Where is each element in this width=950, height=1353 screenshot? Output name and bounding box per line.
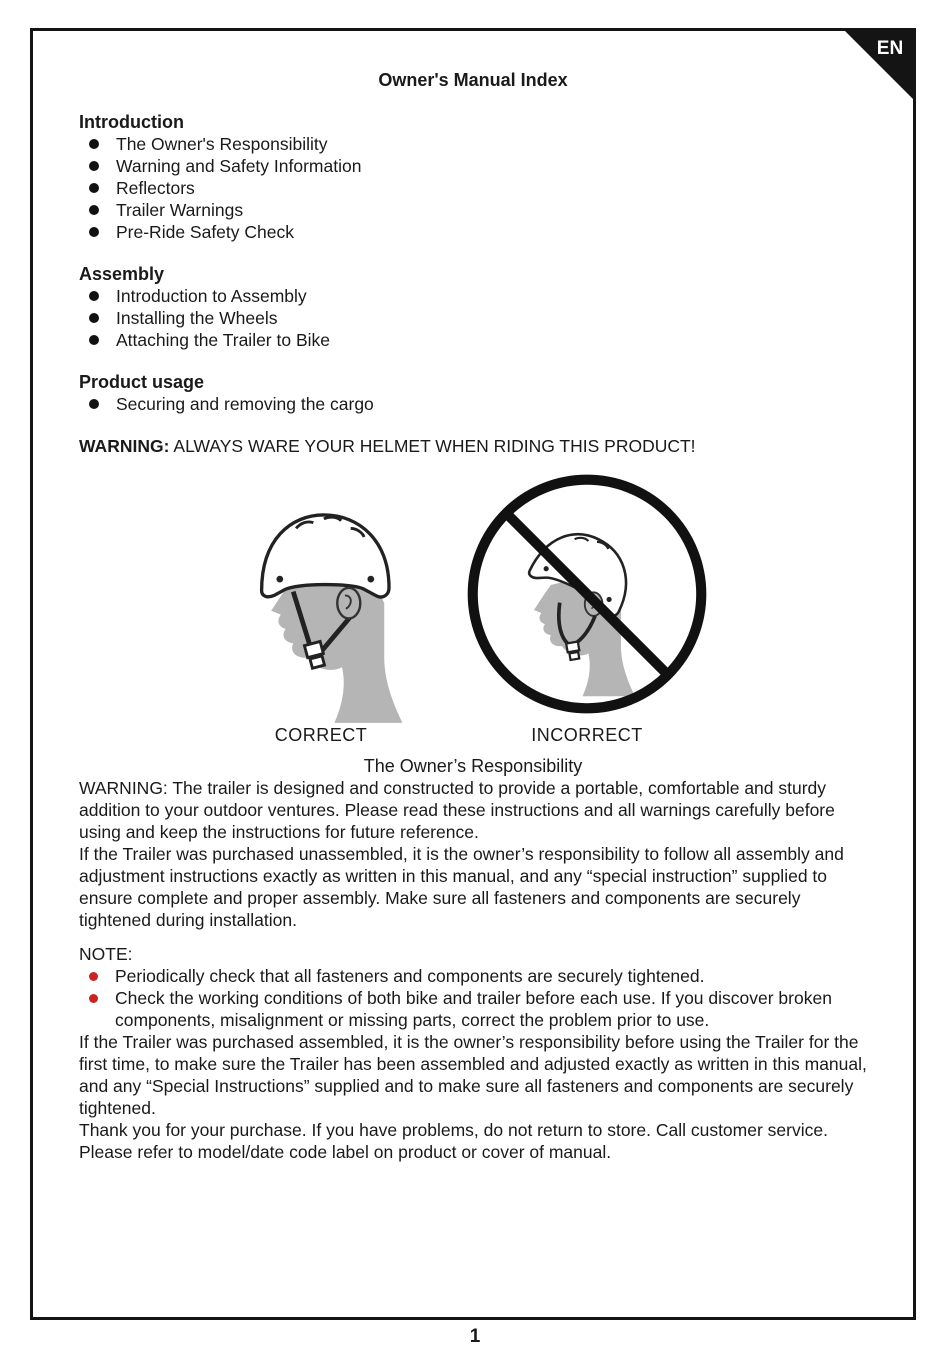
language-corner-icon xyxy=(842,28,916,102)
note-item xyxy=(79,965,867,987)
list-item-label: Reflectors xyxy=(116,178,195,198)
language-tag-label: EN xyxy=(876,38,904,59)
correct-figure xyxy=(230,488,412,747)
language-tag xyxy=(842,28,916,102)
index-section-introduction xyxy=(79,111,867,243)
red-bullet-icon xyxy=(89,972,98,981)
bullet-icon xyxy=(89,313,99,323)
bullet-icon xyxy=(89,161,99,171)
correct-label: CORRECT xyxy=(274,725,368,745)
bullet-icon xyxy=(89,335,99,345)
bullet-icon xyxy=(89,139,99,149)
note-item-text: Check the working conditions of both bike and trailer before each use. If you discover broken components, misalignment or missing parts, correct the problem prior to use. xyxy=(115,988,832,1030)
list-item-label: The Owner's Responsibility xyxy=(116,134,328,154)
list-item xyxy=(79,177,867,199)
list-item xyxy=(79,221,867,243)
list-item-label: Installing the Wheels xyxy=(116,308,278,328)
section-heading-introduction: Introduction xyxy=(79,112,184,132)
responsibility-paragraph-3: If the Trailer was purchased assembled, it is the owner’s responsibility before using the Trailer for the first time, to make sure the Trailer has been assembled and adjusted exactly as written in this manual, and any “Special Instructions” supplied and to make sure all fasteners and components are securely tightened. xyxy=(79,1032,867,1118)
section-heading-product-usage: Product usage xyxy=(79,372,205,392)
list-item xyxy=(79,133,867,155)
note-item xyxy=(79,987,867,1031)
page-border xyxy=(30,28,916,1320)
list-item xyxy=(79,155,867,177)
helmet-illustrations xyxy=(79,465,867,747)
incorrect-label: INCORRECT xyxy=(531,725,643,745)
responsibility-paragraph-2: If the Trailer was purchased unassembled, it is the owner’s responsibility to follow all assembly and adjustment instructions exactly as written in this manual, and any “special instruction” supplied to ensure complete and proper assembly. Make sure all fasteners and components are securely tightened during installation. xyxy=(79,844,844,930)
note-label: NOTE: xyxy=(79,944,133,964)
index-section-assembly xyxy=(79,263,867,351)
incorrect-figure xyxy=(458,465,716,747)
bullet-icon xyxy=(89,227,99,237)
bullet-icon xyxy=(89,399,99,409)
list-item xyxy=(79,393,867,415)
helmet-warning-line xyxy=(79,435,867,457)
index-section-product-usage xyxy=(79,371,867,415)
list-item-label: Securing and removing the cargo xyxy=(116,394,374,414)
bullet-icon xyxy=(89,183,99,193)
list-item xyxy=(79,199,867,221)
responsibility-heading: The Owner’s Responsibility xyxy=(363,756,583,776)
note-item-text: Periodically check that all fasteners and components are securely tightened. xyxy=(115,966,705,986)
correct-helmet-illustration xyxy=(230,488,412,723)
page-title: Owner's Manual Index xyxy=(378,70,568,90)
list-item-label: Attaching the Trailer to Bike xyxy=(116,330,330,350)
warning-label: WARNING: xyxy=(79,436,170,456)
list-item xyxy=(79,307,867,329)
list-item-label: Trailer Warnings xyxy=(116,200,244,220)
list-item-label: Warning and Safety Information xyxy=(116,156,362,176)
page-number: 1 xyxy=(469,1326,481,1347)
incorrect-helmet-illustration xyxy=(458,465,716,723)
warning-text: ALWAYS WARE YOUR HELMET WHEN RIDING THIS PRODUCT! xyxy=(173,436,696,456)
section-heading-assembly: Assembly xyxy=(79,264,165,284)
bullet-icon xyxy=(89,291,99,301)
list-item-label: Introduction to Assembly xyxy=(116,286,307,306)
bullet-icon xyxy=(89,205,99,215)
responsibility-paragraph-4: Thank you for your purchase. If you have problems, do not return to store. Call customer service. Please refer to model/date code label on product or cover of manual. xyxy=(79,1120,828,1162)
red-bullet-icon xyxy=(89,994,98,1003)
responsibility-paragraph-1: WARNING: The trailer is designed and constructed to provide a portable, comfortable and sturdy addition to your outdoor ventures. Please read these instructions and all warnings carefully before using and keep the instructions for future reference. xyxy=(79,778,835,842)
list-item xyxy=(79,329,867,351)
list-item-label: Pre-Ride Safety Check xyxy=(116,222,294,242)
list-item xyxy=(79,285,867,307)
